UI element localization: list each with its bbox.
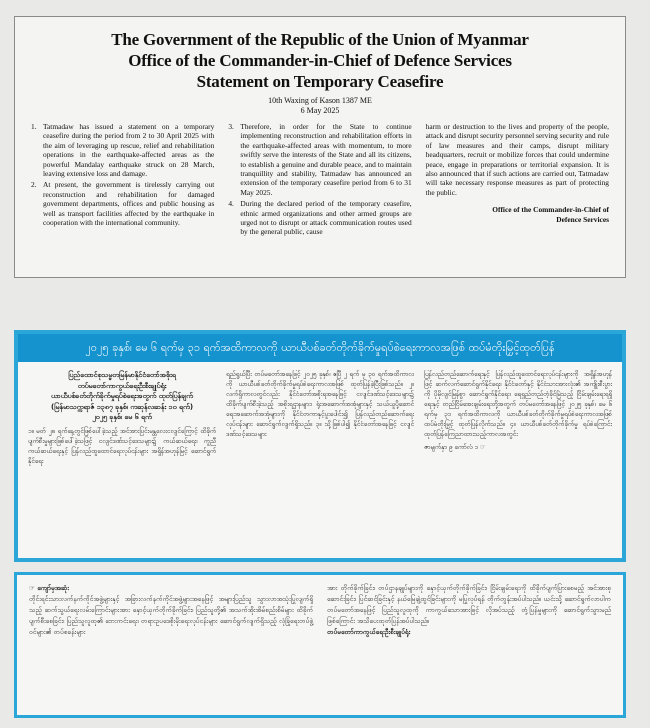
statement-columns (31, 122, 609, 239)
paragraph-1 (31, 122, 214, 178)
myanmar-heading-line: ယာယီပစ်ခတ်တိုက်ခိုက်မှုရပ်စဲရေးအတွက် ထုတ်ပြန်ချက် (51, 392, 193, 400)
paragraph-text: During the declared period of the temporary ceasefire, ethnic armed organizations and other armed groups are urged not to disrupt or attack communication routes used by the general public, cause (240, 199, 412, 237)
myanmar-heading-line: ၂၀၂၅ ခုနှစ်၊ မေ ၆ ရက် (92, 413, 152, 421)
statement-date (31, 96, 609, 116)
paragraph-text: Therefore, in order for the State to continue implementing reconstruction and rehabilitation efforts in the earthquake-affected areas with momentum, to more swiftly serve the interests of the State and all its citizens, to establish a genuine and durable peace, and to maintain tranquillity and stability, Tatmadaw has announced an extension of the temporary ceasefire period from 6 to 31 May 2025. (240, 122, 412, 197)
myanmar-heading (28, 370, 216, 423)
myanmar-column-2 (226, 370, 414, 548)
continuation-paragraph: တိုင်းရင်းသားလက်နက်ကိုင်အဖွဲ့များနှင့် အခြားလက်နက်ကိုင်အဖွဲ့များအနေဖြင့် အများပြည်သူ သွားလာအသုံးပြုလျက်ရှိသည့် ဆက်သွယ်ရေးလမ်းကြောင်းများအား နှောင့်ယှက်တိုက်ခိုက်ခြင်း၊ ပြည်သူတို့၏ အသက်အိုးအိမ်စည်းစိမ်များ ထိခိုက်ပျက်စီးစေခြင်း၊ ပြည်သူလူထု၏ ဘေးကင်းရေး၊ တရားဥပဒေစိုးမိုးရေးလုပ်ငန်းများ ဆောင်ရွက်လျက်ရှိသည့် လုံခြုံရေးတပ်ဖွဲ့ဝင်များ၏ တပ်စခန်းများ (29, 595, 313, 636)
myanmar-heading-line: ပြည်ထောင်စုသမ္မတမြန်မာနိုင်ငံတော်အစိုးရ (68, 371, 176, 379)
date-myanmar-era: 10th Waxing of Kason 1387 ME (268, 96, 372, 105)
myanmar-continuation (14, 572, 626, 718)
title-line-3: Statement on Temporary Ceasefire (196, 72, 444, 91)
paragraph-3 (228, 122, 411, 197)
continuation-paragraph: အား တိုက်ခိုက်ခြင်း၊ တပ်ဌာနချုပ်များကို နှောင့်ယှက်တိုက်ခိုက်ခြင်း၊ ငြိမ်းချမ်းရေးကို ထိခိုက်ပျက်ပြားစေမည့် အင်အားစုဆောင်းခြင်း၊ ပြင်ဆင်ခြင်းနှင့် နယ်မြေချဲ့ထွင်ခြင်းများကို မပြုလုပ်ရန် တိုက်တွန်းအပ်ပါသည်။ ယင်းသို့ ဆောင်ရွက်လာပါက တပ်မတော်အနေဖြင့် ပြည်သူလူထုကို ကာကွယ်သောအားဖြင့် လိုအပ်သည့် တုံ့ပြန်မှုများကို ဆောင်ရွက်သွားမည်ဖြစ်ကြောင်း အသိပေးထုတ်ပြန်အပ်ပါသည်။ (327, 584, 611, 625)
paragraph-number: 3. (228, 122, 234, 131)
paragraph-text: Tatmadaw has issued a statement on a temporary ceasefire during the period from 2 to 30 April 2025 with the aim of leveraging up rescue, relief and rehabilitation operations in the earthquake-affected areas as the powerful Mandalay earthquake struck on 28 March, leaving extensive loss and damage. (43, 122, 215, 179)
statement-column-1 (31, 122, 214, 239)
paragraph-number: 2. (31, 180, 37, 190)
paragraph-number: 1. (31, 122, 37, 131)
statement-column-2 (228, 122, 411, 239)
myanmar-paragraph: ၁။ မတ် ၂၈ ရက်နေ့တွင်ဖြစ်ပေါ်ခဲ့သည့် အင်အားပြင်းမန္တလေးငလျင်ကြောင့် ထိခိုက်ပျက်စီးမှုများဖြစ်ပေါ်ခဲ့သဖြင့် ငလျင်ဒဏ်သင့်ဒေသများ၌ ကယ်ဆယ်ရေး၊ ကူညီကယ်ဆယ်ရေးနှင့် ပြန်လည်ထူထောင်ရေးလုပ်ငန်းများ အရှိန်အဟုန်မြင့် ဆောင်ရွက်နိုင်ရေး (28, 427, 216, 465)
continuation-column-2 (327, 583, 611, 638)
myanmar-columns (18, 362, 622, 548)
statement-title (31, 29, 609, 92)
paragraph-2 (31, 180, 214, 227)
statement-column-3 (426, 122, 609, 239)
myanmar-heading-line: (မြန်မာသက္ကရာဇ် ၁၃၈၇ ခုနှစ်၊ ကဆုန်လဆန်း ၁၀ ရက်) (50, 402, 194, 411)
paragraph-text: At present, the government is tirelessly carrying out reconstruction and rehabilitation for damaged government departments, offices and public housing as well as transport facilities affected by the earthquake in cooperation with the international community. (43, 180, 215, 228)
myanmar-heading-line: တပ်မတော်ကာကွယ်ရေးဦးစီးချုပ်ရုံး (77, 381, 167, 390)
myanmar-statement (14, 330, 626, 562)
date-gregorian: 6 May 2025 (300, 106, 340, 115)
statement-signature (426, 205, 609, 224)
myanmar-paragraph: ပြန်လည်တည်ဆောက်ရေးနှင့် ပြန်လည်ထူထောင်ရေးလုပ်ငန်းများကို အရှိန်အဟုန်ဖြင့် ဆက်လက်ဆောင်ရွက်နိုင်ရေး၊ နိုင်ငံတော်နှင့် နိုင်ငံသားအားလုံး၏ အကျိုးစီးပွားကို ပိုမိုလျင်မြန်စွာ ဆောင်ရွက်နိုင်ရေး၊ ရေရှည်တည်တံ့ခိုင်မြဲသည့် ငြိမ်းချမ်းရေးရရှိရေးနှင့် တည်ငြိမ်အေးချမ်းရေးတို့အတွက် တပ်မတော်အနေဖြင့် ၂၀၂၅ ခုနှစ်၊ မေ ၆ ရက်မှ ၃၁ ရက်အထိကာလကို ယာယီပစ်ခတ်တိုက်ခိုက်မှုရပ်စဲရေးကာလအဖြစ် ထပ်မံတိုးမြှင့် ထုတ်ပြန်လိုက်သည်။ ၄။ ယာယီပစ်ခတ်တိုက်ခိုက်မှု ရပ်စဲကြောင်း ထုတ်ပြန်ကြေညာထားသည့်ကာလအတွင်း (424, 371, 612, 438)
paragraph-4 (228, 199, 411, 237)
myanmar-column-3 (424, 370, 612, 548)
myanmar-headline-banner: ၂၀၂၅ ခုနှစ်၊ မေ ၆ ရက်မှ ၃၁ ရက်အထိကာလကို ယာယီပစ်ခတ်တိုက်ခိုက်မှုရပ်စဲရေးကာလအဖြစ် ထပ်မံတိုးမြှင့်ထုတ်ပြန် (18, 334, 622, 362)
paragraph-4-continued: harm or destruction to the lives and property of the people, attack and disrupt security personnel serving security and rule of law measures and their camps, disrupt military headquarters, recruit or mobilize forces that could undermine peace, engage in preparations or territorial expansion. It is also announced that if such actions are carried out, Tatmadaw will take necessary response measures as part of protecting the public. (425, 122, 609, 197)
myanmar-column-1 (28, 370, 216, 548)
paragraph-number: 4. (228, 199, 234, 209)
title-line-2: Office of the Commander-in-Chief of Defence Services (128, 51, 512, 70)
continuation-signature: တပ်မတော်ကာကွယ်ရေးဦးစီးချုပ်ရုံး (327, 628, 411, 636)
english-statement (14, 16, 626, 278)
continued-from-tag: ☞ ကျော်မှအဆုံး (29, 584, 69, 592)
signature-line-1: Office of the Commander-in-Chief of (492, 205, 609, 215)
continued-on-page: ဇာမျက်နှာ ၉ ကော်လံ ၁ ☞ (424, 444, 486, 451)
title-line-1: The Government of the Republic of the Union of Myanmar (111, 30, 529, 49)
signature-line-2: Defence Services (556, 214, 609, 224)
continuation-column-1 (29, 583, 313, 638)
myanmar-paragraph: ရည်ရွယ်ပြီး တပ်မတော်အနေဖြင့် ၂၀၂၅ ခုနှစ်၊ ဧပြီ ၂ ရက် မှ ၃၀ ရက်အထိကာလကို ယာယီပစ်ခတ်တိုက်ခိုက်မှုရပ်စဲရေးကာလအဖြစ် ထုတ်ပြန်ခဲ့ပြီးဖြစ်သည်။ ၂။ လက်ရှိကာလတွင်လည်း နိုင်ငံတော်အစိုးရအနေဖြင့် ငလျင်ဒဏ်သင့်ဒေသများ၌ ထိခိုက်ပျက်စီးခဲ့သည့် အစိုးရဌာနများ၊ ရုံးအဆောက်အအုံများနှင့် သယ်ယူပို့ဆောင်ရေးအဆောက်အအုံများကို နိုင်ငံတကာနှင့်ပူးပေါင်း၍ ပြန်လည်တည်ဆောက်ရေးလုပ်ငန်းများ ဆောင်ရွက်လျက်ရှိသည်။ ၃။ သို့ဖြစ်ပါ၍ နိုင်ငံတော်အနေဖြင့် ငလျင်ဒဏ်သင့်ဒေသများ (226, 371, 414, 438)
myanmar-continuation-columns (29, 583, 611, 638)
